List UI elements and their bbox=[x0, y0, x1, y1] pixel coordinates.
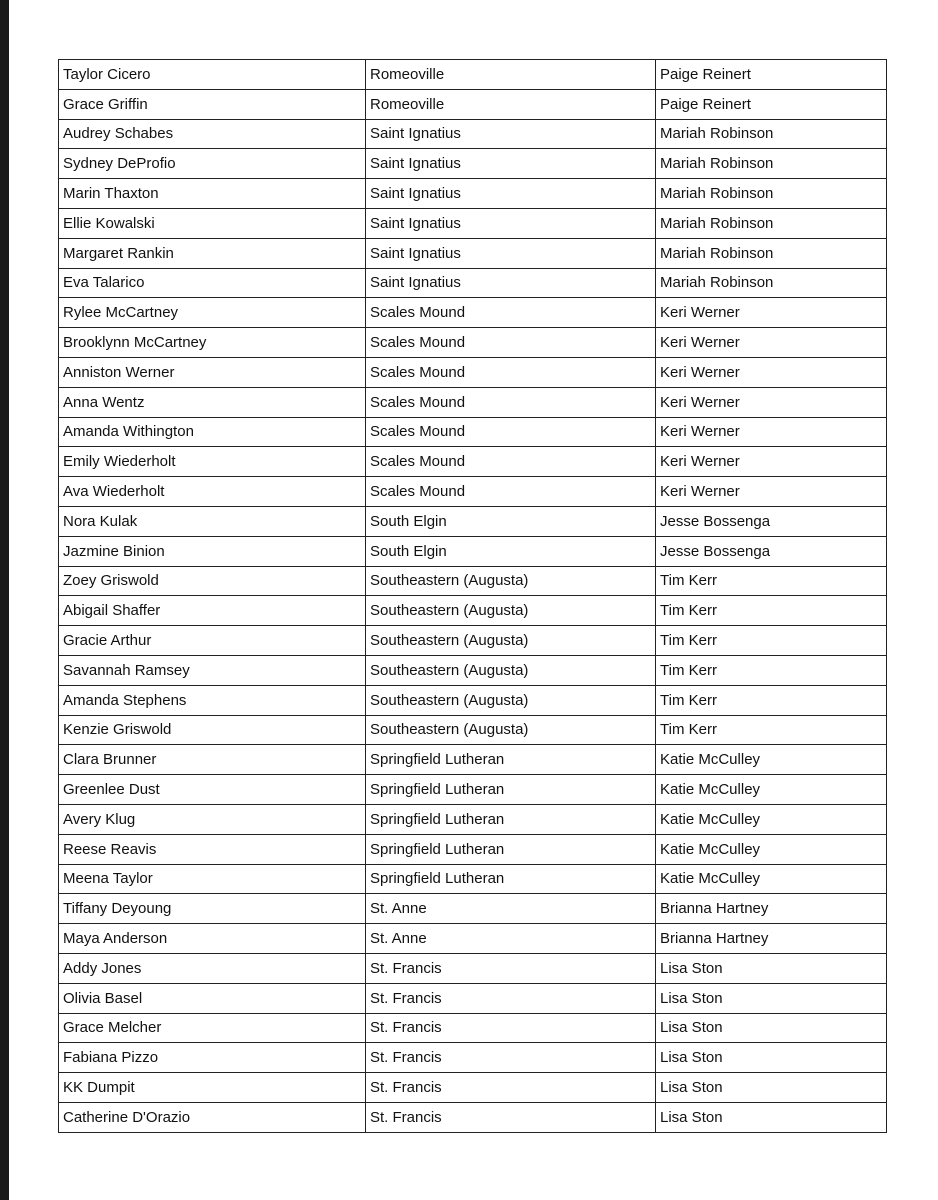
school-cell: Saint Ignatius bbox=[366, 179, 656, 209]
table-row bbox=[59, 626, 887, 656]
athlete-name-cell: Marin Thaxton bbox=[59, 179, 366, 209]
athlete-name-cell: Taylor Cicero bbox=[59, 60, 366, 90]
left-edge-bar bbox=[0, 0, 9, 1200]
coach-cell: Keri Werner bbox=[656, 328, 887, 358]
school-cell: Southeastern (Augusta) bbox=[366, 626, 656, 656]
athlete-name-cell: Catherine D'Orazio bbox=[59, 1102, 366, 1132]
coach-cell: Tim Kerr bbox=[656, 596, 887, 626]
table-row bbox=[59, 417, 887, 447]
coach-cell: Katie McCulley bbox=[656, 834, 887, 864]
athlete-name-cell: Greenlee Dust bbox=[59, 775, 366, 805]
school-cell: Springfield Lutheran bbox=[366, 745, 656, 775]
table-row bbox=[59, 685, 887, 715]
athlete-name-cell: Fabiana Pizzo bbox=[59, 1043, 366, 1073]
coach-cell: Katie McCulley bbox=[656, 804, 887, 834]
school-cell: Scales Mound bbox=[366, 357, 656, 387]
athlete-name-cell: Meena Taylor bbox=[59, 864, 366, 894]
coach-cell: Lisa Ston bbox=[656, 1013, 887, 1043]
school-cell: Southeastern (Augusta) bbox=[366, 685, 656, 715]
table-row bbox=[59, 387, 887, 417]
table-row bbox=[59, 477, 887, 507]
school-cell: Saint Ignatius bbox=[366, 268, 656, 298]
athlete-name-cell: Jazmine Binion bbox=[59, 536, 366, 566]
coach-cell: Tim Kerr bbox=[656, 715, 887, 745]
coach-cell: Keri Werner bbox=[656, 447, 887, 477]
athlete-name-cell: Gracie Arthur bbox=[59, 626, 366, 656]
school-cell: Springfield Lutheran bbox=[366, 834, 656, 864]
athlete-name-cell: Amanda Stephens bbox=[59, 685, 366, 715]
coach-cell: Keri Werner bbox=[656, 298, 887, 328]
coach-cell: Mariah Robinson bbox=[656, 179, 887, 209]
table-row bbox=[59, 804, 887, 834]
athlete-name-cell: Anna Wentz bbox=[59, 387, 366, 417]
table-row bbox=[59, 953, 887, 983]
athlete-name-cell: KK Dumpit bbox=[59, 1073, 366, 1103]
school-cell: St. Anne bbox=[366, 894, 656, 924]
school-cell: South Elgin bbox=[366, 536, 656, 566]
table-row bbox=[59, 357, 887, 387]
athlete-name-cell: Savannah Ramsey bbox=[59, 655, 366, 685]
coach-cell: Jesse Bossenga bbox=[656, 536, 887, 566]
coach-cell: Lisa Ston bbox=[656, 983, 887, 1013]
table-row bbox=[59, 775, 887, 805]
athlete-name-cell: Rylee McCartney bbox=[59, 298, 366, 328]
school-cell: St. Francis bbox=[366, 1102, 656, 1132]
coach-cell: Brianna Hartney bbox=[656, 924, 887, 954]
school-cell: Romeoville bbox=[366, 89, 656, 119]
school-cell: Southeastern (Augusta) bbox=[366, 596, 656, 626]
coach-cell: Lisa Ston bbox=[656, 1043, 887, 1073]
table-row bbox=[59, 983, 887, 1013]
coach-cell: Paige Reinert bbox=[656, 60, 887, 90]
school-cell: Saint Ignatius bbox=[366, 119, 656, 149]
coach-cell: Katie McCulley bbox=[656, 864, 887, 894]
athlete-name-cell: Maya Anderson bbox=[59, 924, 366, 954]
school-cell: Scales Mound bbox=[366, 328, 656, 358]
coach-cell: Lisa Ston bbox=[656, 1102, 887, 1132]
table-row bbox=[59, 924, 887, 954]
athlete-name-cell: Brooklynn McCartney bbox=[59, 328, 366, 358]
table-row bbox=[59, 179, 887, 209]
school-cell: St. Francis bbox=[366, 1013, 656, 1043]
table-row bbox=[59, 119, 887, 149]
coach-cell: Keri Werner bbox=[656, 387, 887, 417]
table-row bbox=[59, 328, 887, 358]
table-row bbox=[59, 238, 887, 268]
school-cell: Scales Mound bbox=[366, 447, 656, 477]
athlete-name-cell: Addy Jones bbox=[59, 953, 366, 983]
athlete-name-cell: Tiffany Deyoung bbox=[59, 894, 366, 924]
school-cell: St. Francis bbox=[366, 1043, 656, 1073]
school-cell: Scales Mound bbox=[366, 417, 656, 447]
table-row bbox=[59, 864, 887, 894]
coach-cell: Mariah Robinson bbox=[656, 268, 887, 298]
table-row bbox=[59, 566, 887, 596]
coach-cell: Mariah Robinson bbox=[656, 208, 887, 238]
school-cell: St. Francis bbox=[366, 983, 656, 1013]
roster-table-body bbox=[59, 60, 887, 1133]
table-row bbox=[59, 89, 887, 119]
coach-cell: Tim Kerr bbox=[656, 655, 887, 685]
athlete-name-cell: Sydney DeProfio bbox=[59, 149, 366, 179]
coach-cell: Jesse Bossenga bbox=[656, 506, 887, 536]
roster-table bbox=[58, 59, 887, 1133]
school-cell: St. Francis bbox=[366, 953, 656, 983]
table-row bbox=[59, 208, 887, 238]
school-cell: Southeastern (Augusta) bbox=[366, 566, 656, 596]
school-cell: Scales Mound bbox=[366, 298, 656, 328]
table-row bbox=[59, 506, 887, 536]
athlete-name-cell: Grace Melcher bbox=[59, 1013, 366, 1043]
school-cell: Springfield Lutheran bbox=[366, 864, 656, 894]
table-row bbox=[59, 60, 887, 90]
coach-cell: Mariah Robinson bbox=[656, 238, 887, 268]
coach-cell: Lisa Ston bbox=[656, 953, 887, 983]
school-cell: Springfield Lutheran bbox=[366, 804, 656, 834]
coach-cell: Katie McCulley bbox=[656, 775, 887, 805]
coach-cell: Mariah Robinson bbox=[656, 149, 887, 179]
school-cell: St. Anne bbox=[366, 924, 656, 954]
school-cell: Southeastern (Augusta) bbox=[366, 715, 656, 745]
table-row bbox=[59, 1013, 887, 1043]
school-cell: St. Francis bbox=[366, 1073, 656, 1103]
school-cell: Springfield Lutheran bbox=[366, 775, 656, 805]
table-row bbox=[59, 1043, 887, 1073]
table-row bbox=[59, 715, 887, 745]
school-cell: Saint Ignatius bbox=[366, 238, 656, 268]
athlete-name-cell: Avery Klug bbox=[59, 804, 366, 834]
table-row bbox=[59, 298, 887, 328]
school-cell: Southeastern (Augusta) bbox=[366, 655, 656, 685]
school-cell: Scales Mound bbox=[366, 477, 656, 507]
athlete-name-cell: Audrey Schabes bbox=[59, 119, 366, 149]
table-row bbox=[59, 894, 887, 924]
athlete-name-cell: Grace Griffin bbox=[59, 89, 366, 119]
athlete-name-cell: Zoey Griswold bbox=[59, 566, 366, 596]
athlete-name-cell: Eva Talarico bbox=[59, 268, 366, 298]
athlete-name-cell: Reese Reavis bbox=[59, 834, 366, 864]
table-row bbox=[59, 655, 887, 685]
table-row bbox=[59, 1102, 887, 1132]
athlete-name-cell: Ava Wiederholt bbox=[59, 477, 366, 507]
athlete-name-cell: Margaret Rankin bbox=[59, 238, 366, 268]
table-row bbox=[59, 1073, 887, 1103]
athlete-name-cell: Nora Kulak bbox=[59, 506, 366, 536]
athlete-name-cell: Olivia Basel bbox=[59, 983, 366, 1013]
coach-cell: Tim Kerr bbox=[656, 685, 887, 715]
school-cell: Romeoville bbox=[366, 60, 656, 90]
table-row bbox=[59, 268, 887, 298]
coach-cell: Tim Kerr bbox=[656, 566, 887, 596]
coach-cell: Katie McCulley bbox=[656, 745, 887, 775]
coach-cell: Paige Reinert bbox=[656, 89, 887, 119]
school-cell: Saint Ignatius bbox=[366, 208, 656, 238]
athlete-name-cell: Clara Brunner bbox=[59, 745, 366, 775]
coach-cell: Tim Kerr bbox=[656, 626, 887, 656]
athlete-name-cell: Amanda Withington bbox=[59, 417, 366, 447]
table-row bbox=[59, 447, 887, 477]
coach-cell: Brianna Hartney bbox=[656, 894, 887, 924]
athlete-name-cell: Ellie Kowalski bbox=[59, 208, 366, 238]
athlete-name-cell: Kenzie Griswold bbox=[59, 715, 366, 745]
coach-cell: Keri Werner bbox=[656, 477, 887, 507]
athlete-name-cell: Anniston Werner bbox=[59, 357, 366, 387]
table-row bbox=[59, 149, 887, 179]
table-row bbox=[59, 596, 887, 626]
school-cell: Scales Mound bbox=[366, 387, 656, 417]
table-row bbox=[59, 536, 887, 566]
table-row bbox=[59, 834, 887, 864]
coach-cell: Mariah Robinson bbox=[656, 119, 887, 149]
athlete-name-cell: Abigail Shaffer bbox=[59, 596, 366, 626]
table-row bbox=[59, 745, 887, 775]
athlete-name-cell: Emily Wiederholt bbox=[59, 447, 366, 477]
coach-cell: Keri Werner bbox=[656, 357, 887, 387]
school-cell: South Elgin bbox=[366, 506, 656, 536]
school-cell: Saint Ignatius bbox=[366, 149, 656, 179]
coach-cell: Keri Werner bbox=[656, 417, 887, 447]
coach-cell: Lisa Ston bbox=[656, 1073, 887, 1103]
